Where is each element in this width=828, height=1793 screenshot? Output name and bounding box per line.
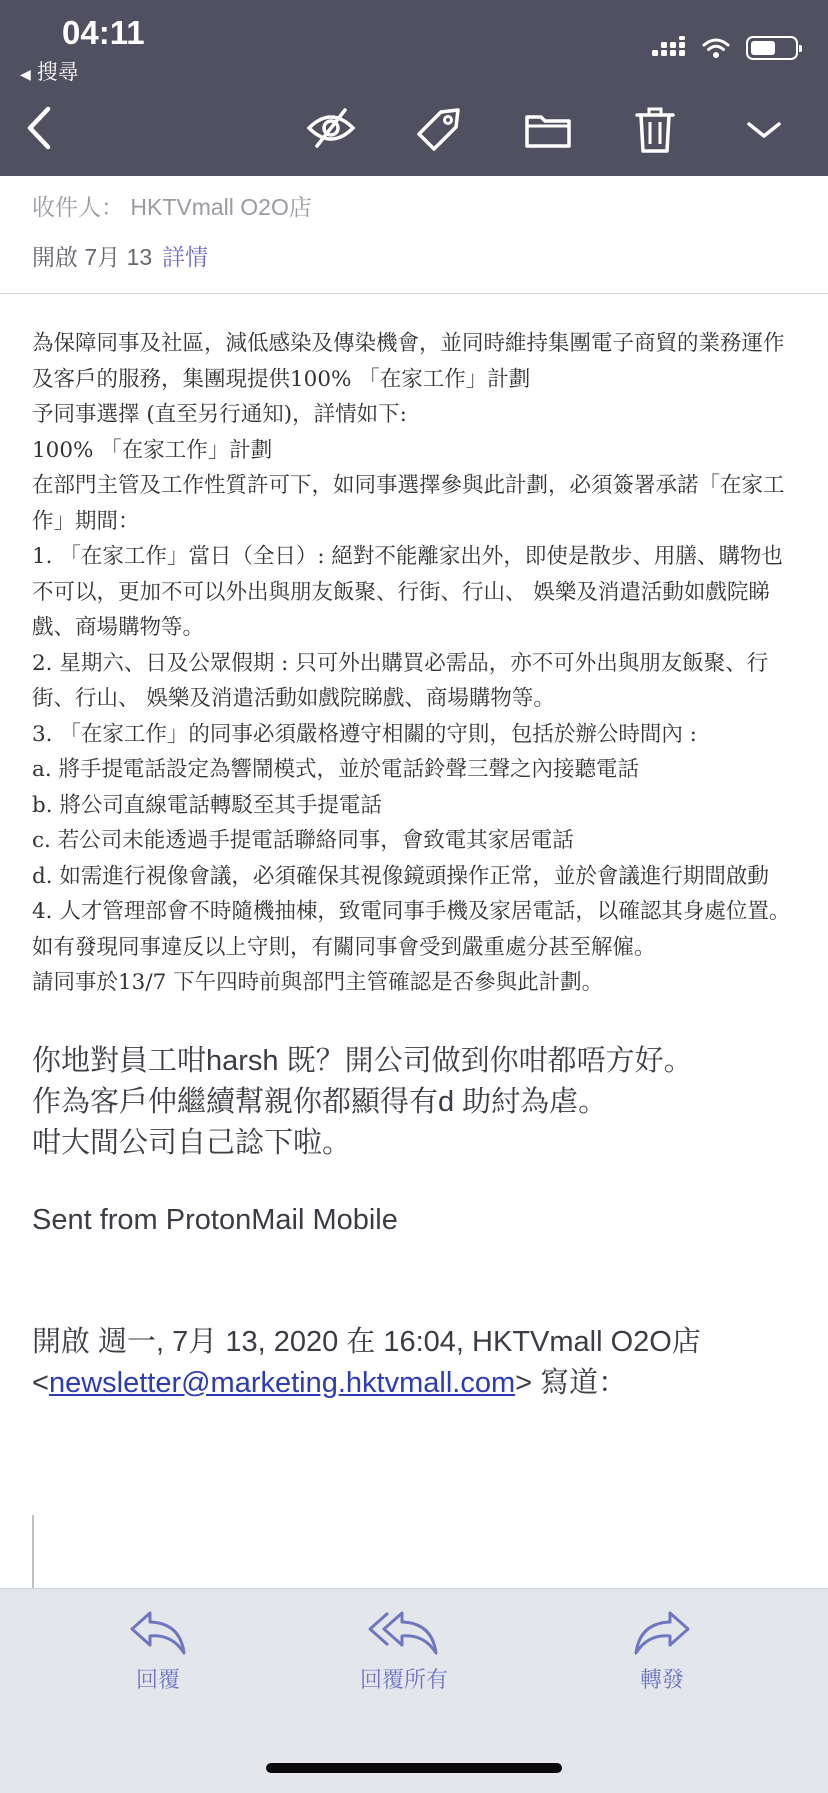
notice-line: 予同事選擇 (直至另行通知)，詳情如下: — [32, 402, 407, 427]
status-icons — [650, 36, 798, 60]
signal-icon — [650, 36, 686, 60]
label-button[interactable] — [414, 106, 464, 152]
email-meta — [32, 189, 802, 272]
signature: Sent from ProtonMail Mobile — [32, 1203, 398, 1236]
forward-button[interactable] — [632, 1609, 692, 1694]
sender-email-link[interactable]: newsletter@marketing.hktvmall.com — [48, 1366, 516, 1399]
reply-line: 咁大間公司自己諗下啦。 — [32, 1126, 352, 1159]
notice-line: 在部門主管及工作性質許可下，如同事選擇參與此計劃，必須簽署承諾「在家工作」期間： — [32, 473, 785, 534]
recipient-name[interactable]: HKTVmall O2O店 — [130, 194, 312, 220]
quote-open-bracket: < — [32, 1366, 49, 1399]
top-bar — [0, 0, 828, 176]
wifi-icon — [702, 37, 730, 59]
back-chevron-icon — [22, 104, 56, 152]
back-to-app-link[interactable] — [20, 56, 79, 86]
notice-line: 3. 「在家工作」的同事必須嚴格遵守相關的守則，包括於辦公時間內 : — [32, 721, 697, 747]
recipient-label: 收件人： — [32, 194, 124, 220]
status-time: 04:11 — [62, 14, 145, 51]
quote-bar — [32, 1515, 34, 1588]
recipient-line — [32, 189, 802, 222]
mark-unread-button[interactable] — [305, 108, 357, 148]
notice-line: 100% 「在家工作」計劃 — [32, 437, 273, 463]
reply-line: 你地對員工咁harsh 既？開公司做到你咁都唔方好。 — [32, 1044, 693, 1077]
header-divider — [0, 293, 828, 294]
notice-line: c. 若公司未能透過手提電話聯絡同事，會致電其家居電話 — [32, 828, 574, 853]
notice-line: 2. 星期六、日及公眾假期 : 只可外出購買必需品，亦不可外出與朋友飯聚、行街、行山、 娛樂及消遣活動如戲院睇戲、商場購物等。 — [32, 650, 769, 711]
tag-icon — [414, 106, 464, 152]
email-body — [32, 326, 802, 1404]
forward-label: 轉發 — [639, 1667, 684, 1692]
home-indicator[interactable] — [266, 1763, 562, 1773]
notice-line: 為保障同事及社區，減低感染及傳染機會，並同時維持集團電子商貿的業務運作及客戶的服務，集團現提供100% 「在家工作」計劃 — [32, 331, 785, 392]
folder-icon — [525, 112, 571, 148]
reply-text — [32, 1041, 802, 1164]
notice-line: 1. 「在家工作」當日（全日）: 絕對不能離家出外，即使是散步、用膳、購物也不可以，更加不可以外出與朋友飯聚、行街、行山、 娛樂及消遣活動如戲院睇戲、商場購物等。 — [32, 544, 783, 640]
notice-line: a. 將手提電話設定為響鬧模式，並於電話鈴聲三聲之內接聽電話 — [32, 757, 639, 782]
quote-header — [32, 1322, 802, 1404]
battery-icon — [746, 36, 798, 60]
chevron-down-icon — [746, 120, 782, 140]
back-app-label: 搜尋 — [36, 61, 79, 84]
reply-icon — [128, 1609, 188, 1657]
opened-date: 開啟 7月 13 — [32, 244, 153, 270]
notice-line: d. 如需進行視像會議，必須確保其視像鏡頭操作正常，並於會議進行期間啟動 — [32, 863, 769, 889]
forward-icon — [632, 1609, 692, 1657]
reply-all-label: 回覆所有 — [360, 1667, 449, 1692]
reply-all-icon — [368, 1609, 440, 1657]
details-link[interactable]: 詳情 — [162, 244, 209, 270]
more-button[interactable] — [746, 120, 782, 140]
reply-label: 回覆 — [135, 1667, 180, 1692]
opened-line — [32, 239, 802, 272]
move-to-folder-button[interactable] — [525, 112, 571, 148]
quoted-notice — [32, 326, 802, 1001]
delete-button[interactable] — [634, 106, 676, 154]
quote-header-suffix: > 寫道： — [515, 1366, 628, 1399]
reply-all-button[interactable] — [360, 1609, 448, 1694]
reply-button[interactable] — [128, 1609, 188, 1694]
back-button[interactable] — [22, 104, 56, 152]
reply-line: 作為客戶仲繼續幫親你都顯得有d 助紂為虐。 — [32, 1085, 608, 1118]
back-triangle-icon: ◀ — [20, 66, 31, 82]
notice-line: 4. 人才管理部會不時隨機抽棟，致電同事手機及家居電話，以確認其身處位置。如有發現同事違反以上守則，有關同事會受到嚴重處分甚至解僱。 — [32, 899, 791, 960]
eye-slash-icon — [305, 108, 357, 148]
notice-line: 請同事於13/7 下午四時前與部門主管確認是否參與此計劃。 — [32, 970, 604, 995]
quote-header-prefix: 開啟 週一, 7月 13, 2020 在 16:04, HKTVmall O2O店 — [32, 1325, 701, 1358]
trash-icon — [634, 106, 676, 154]
notice-line: b. 將公司直線電話轉駁至其手提電話 — [32, 792, 382, 818]
